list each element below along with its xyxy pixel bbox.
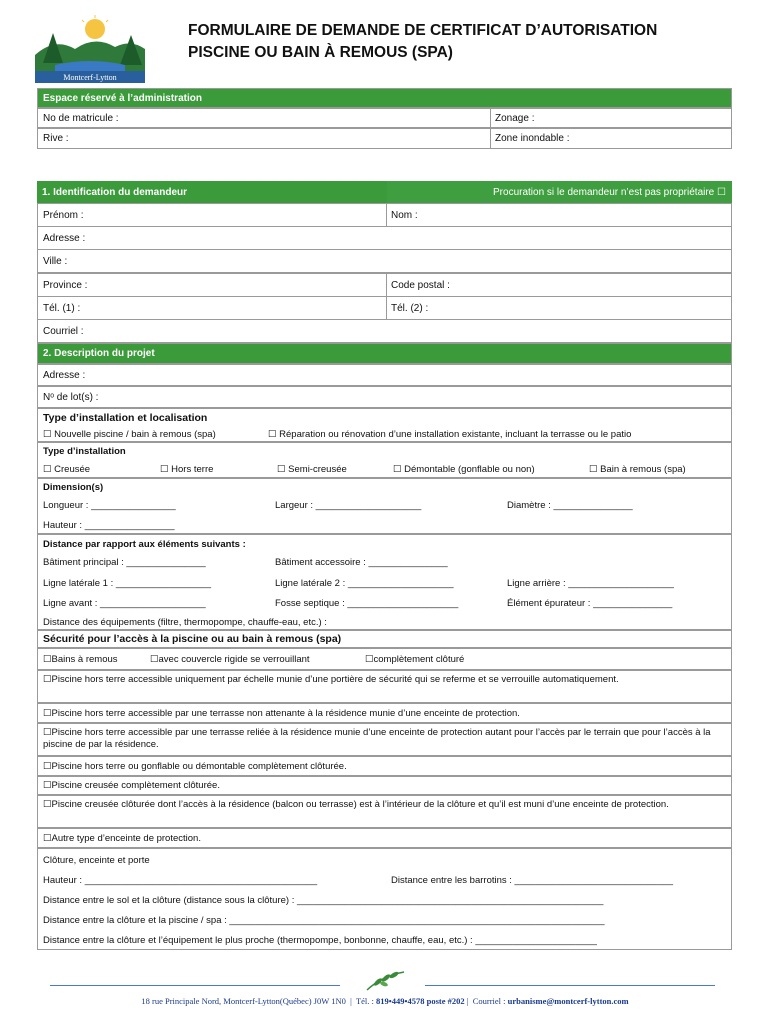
largeur-field[interactable]: Largeur : ____________________ bbox=[275, 499, 422, 511]
bains-remous-checkbox[interactable]: ☐Bains à remous bbox=[43, 653, 118, 665]
semi-creusee-checkbox[interactable]: ☐ Semi-creusée bbox=[277, 463, 347, 475]
rive-field[interactable]: Rive : bbox=[43, 133, 69, 144]
prenom-field[interactable]: Prénom : bbox=[43, 209, 84, 221]
s1-row-ville bbox=[37, 249, 732, 273]
province-field[interactable]: Province : bbox=[43, 279, 88, 291]
footer: 18 rue Principale Nord, Montcerf-Lytton(Québec) J0W 1N0 | Tél. : 819•449•4578 poste #202 | Courriel : urbanisme@montcerf-lytton.com bbox=[141, 996, 629, 1006]
zonage-field[interactable]: Zonage : bbox=[495, 112, 535, 124]
tel2-field[interactable]: Tél. (2) : bbox=[391, 302, 429, 314]
completement-cloture-checkbox[interactable]: ☐complètement clôturé bbox=[365, 653, 465, 665]
securite-row-3 bbox=[37, 723, 732, 756]
s2-row-lots bbox=[37, 386, 732, 408]
bain-remous-checkbox[interactable]: ☐ Bain à remous (spa) bbox=[589, 463, 686, 475]
footer-divider-right bbox=[425, 985, 715, 986]
title-line-1: FORMULAIRE DE DEMANDE DE CERTIFICAT D’AUTORISATION bbox=[188, 22, 658, 39]
securite-header: Sécurité pour l’accès à la piscine ou au bain à remous (spa) bbox=[37, 630, 732, 648]
securite-row-2 bbox=[37, 703, 732, 723]
fosse-septique-field[interactable]: Fosse septique : _____________________ bbox=[275, 597, 459, 609]
distance-piscine-field[interactable]: Distance entre la clôture et la piscine / spa : _______________________________________________________________________ bbox=[43, 914, 605, 926]
courriel-field[interactable]: Courriel : bbox=[43, 325, 84, 337]
securite-option-6-checkbox[interactable]: ☐Piscine creusée clôturée dont l’accès à la résidence (balcon ou terrasse) est à l’intérieur de la clôture et qu’il est muni d’une enceinte de protection. bbox=[43, 799, 669, 810]
ligne-laterale-1-field[interactable]: Ligne latérale 1 : __________________ bbox=[43, 577, 211, 589]
hors-terre-checkbox[interactable]: ☐ Hors terre bbox=[160, 463, 214, 475]
hauteur-dim-field[interactable]: Hauteur : _________________ bbox=[43, 519, 175, 531]
municipality-logo bbox=[35, 15, 145, 83]
ligne-laterale-2-field[interactable]: Ligne latérale 2 : ____________________ bbox=[275, 577, 454, 589]
creusee-checkbox[interactable]: ☐ Creusée bbox=[43, 463, 91, 475]
securite-row-7 bbox=[37, 828, 732, 848]
securite-row-bains bbox=[37, 648, 732, 670]
s1-row-adresse bbox=[37, 226, 732, 250]
securite-row-1 bbox=[37, 670, 732, 703]
distance-equipements-field[interactable]: Distance des équipements (filtre, thermopompe, chauffe-eau, etc.) : bbox=[43, 616, 327, 628]
admin-header: Espace réservé à l’administration bbox=[37, 88, 732, 108]
form-title bbox=[188, 20, 657, 64]
footer-email[interactable]: urbanisme@montcerf-lytton.com bbox=[507, 996, 629, 1006]
securite-option-3-checkbox[interactable]: ☐Piscine hors terre accessible par une terrasse reliée à la résidence munie d’une enceinte de protection autant pour l’accès par le terrain que pour l’accès à la piscine de par la résidence. bbox=[43, 727, 711, 750]
footer-tel: 819•449•4578 poste #202 bbox=[376, 996, 465, 1006]
diametre-field[interactable]: Diamètre : _______________ bbox=[507, 499, 633, 511]
projet-adresse-field[interactable]: Adresse : bbox=[43, 369, 86, 381]
ligne-avant-field[interactable]: Ligne avant : ____________________ bbox=[43, 597, 206, 609]
ligne-arriere-field[interactable]: Ligne arrière : ____________________ bbox=[507, 577, 674, 589]
batiment-principal-field[interactable]: Bâtiment principal : _______________ bbox=[43, 556, 206, 568]
type-installation-header: Type d’installation bbox=[43, 446, 126, 457]
zone-inondable-field[interactable]: Zone inondable : bbox=[495, 133, 570, 144]
admin-row-2 bbox=[37, 128, 732, 149]
barrotins-field[interactable]: Distance entre les barrotins : ______________________________ bbox=[391, 874, 674, 886]
s2-dimensions bbox=[37, 478, 732, 534]
nouvelle-piscine-checkbox[interactable]: ☐ Nouvelle piscine / bain à remous (spa) bbox=[43, 428, 216, 440]
lots-field[interactable]: Nᵒ de lot(s) : bbox=[43, 391, 99, 403]
code-postal-field[interactable]: Code postal : bbox=[391, 279, 450, 291]
title-line-2: PISCINE OU BAIN À REMOUS (SPA) bbox=[188, 44, 453, 61]
footer-tel-label: Tél. : bbox=[355, 996, 374, 1006]
s1-row-province bbox=[37, 273, 732, 297]
s2-type-loc bbox=[37, 408, 732, 442]
svg-text:Montcerf-Lytton: Montcerf-Lytton bbox=[63, 73, 117, 82]
s1-row-tel bbox=[37, 296, 732, 320]
batiment-accessoire-field[interactable]: Bâtiment accessoire : _______________ bbox=[275, 556, 448, 568]
tel1-field[interactable]: Tél. (1) : bbox=[43, 302, 81, 314]
distance-sol-field[interactable]: Distance entre le sol et la clôture (distance sous la clôture) : __________________________________________________________ bbox=[43, 894, 604, 906]
s2-distances bbox=[37, 534, 732, 630]
distance-equipement-field[interactable]: Distance entre la clôture et l’équipement le plus proche (thermopompe, bonbonne, chauffe, eau, etc.) : _______________________ bbox=[43, 934, 597, 946]
s2-row-adresse bbox=[37, 364, 732, 386]
adresse-field[interactable]: Adresse : bbox=[43, 232, 86, 244]
securite-row-5 bbox=[37, 776, 732, 795]
section1-header: 1. Identification du demandeur Procuration si le demandeur n’est pas propriétaire ☐ bbox=[37, 181, 732, 203]
procuration-checkbox[interactable]: Procuration si le demandeur n’est pas propriétaire ☐ bbox=[387, 181, 732, 203]
matricule-field[interactable]: No de matricule : bbox=[43, 112, 119, 124]
distance-header: Distance par rapport aux éléments suivants : bbox=[43, 538, 246, 550]
nom-field[interactable]: Nom : bbox=[391, 209, 418, 221]
dimensions-header: Dimension(s) bbox=[43, 481, 104, 493]
type-loc-header: Type d’installation et localisation bbox=[43, 411, 208, 424]
admin-row-1 bbox=[37, 108, 732, 128]
securite-option-7-checkbox[interactable]: ☐Autre type d’enceinte de protection. bbox=[43, 832, 201, 844]
element-epurateur-field[interactable]: Élément épurateur : _______________ bbox=[507, 597, 673, 609]
s1-row-courriel bbox=[37, 319, 732, 343]
securite-option-2-checkbox[interactable]: ☐Piscine hors terre accessible par une terrasse non attenante à la résidence munie d’une enceinte de protection. bbox=[43, 707, 520, 719]
cloture-block bbox=[37, 848, 732, 950]
leaf-icon bbox=[362, 970, 412, 992]
ville-field[interactable]: Ville : bbox=[43, 255, 68, 267]
couvercle-checkbox[interactable]: ☐avec couvercle rigide se verrouillant bbox=[150, 653, 310, 665]
footer-divider-left bbox=[50, 985, 340, 986]
section2-header: 2. Description du projet bbox=[37, 343, 732, 364]
cloture-hauteur-field[interactable]: Hauteur : ____________________________________________ bbox=[43, 874, 318, 886]
footer-address: 18 rue Principale Nord, Montcerf-Lytton(Québec) J0W 1N0 bbox=[141, 996, 346, 1006]
cloture-header: Clôture, enceinte et porte bbox=[43, 854, 150, 866]
s1-row-prenom bbox=[37, 203, 732, 227]
securite-option-5-checkbox[interactable]: ☐Piscine creusée complètement clôturée. bbox=[43, 780, 220, 791]
securite-row-6 bbox=[37, 795, 732, 828]
s2-type-installation bbox=[37, 442, 732, 478]
securite-option-4-checkbox[interactable]: ☐Piscine hors terre ou gonflable ou démontable complètement clôturée. bbox=[43, 760, 347, 772]
demontable-checkbox[interactable]: ☐ Démontable (gonflable ou non) bbox=[393, 463, 535, 475]
securite-row-4 bbox=[37, 756, 732, 776]
reparation-checkbox[interactable]: ☐ Réparation ou rénovation d’une installation existante, incluant la terrasse ou le patio bbox=[268, 428, 632, 440]
securite-option-1-checkbox[interactable]: ☐Piscine hors terre accessible uniquement par échelle munie d’une portière de sécurité qui se referme et se verrouille automatiquement. bbox=[43, 674, 619, 685]
longueur-field[interactable]: Longueur : ________________ bbox=[43, 499, 176, 511]
footer-courriel-label: Courriel : bbox=[472, 996, 506, 1006]
